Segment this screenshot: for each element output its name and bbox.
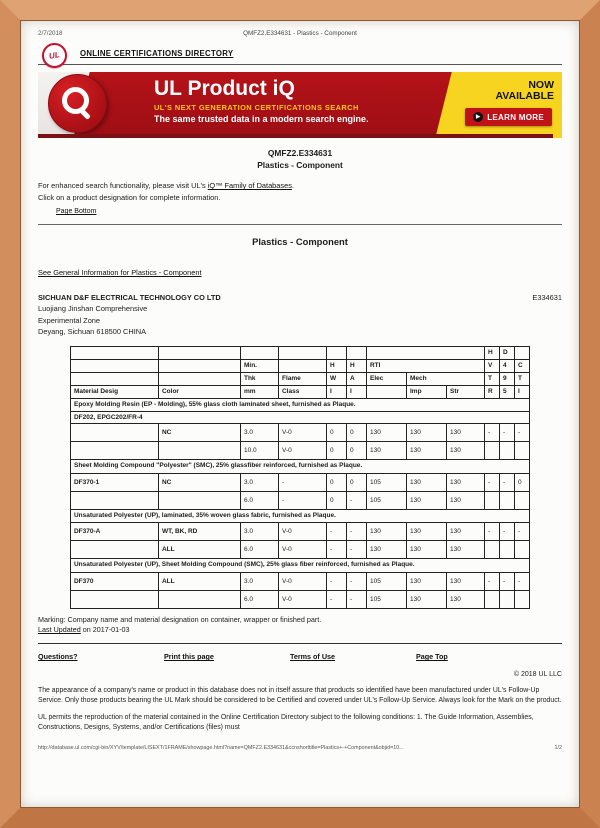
questions-link[interactable]: Questions? (38, 652, 78, 662)
header-cell: Color (158, 385, 240, 398)
data-cell (70, 590, 158, 608)
data-cell: - (346, 491, 366, 509)
table-row (70, 572, 529, 590)
page-indicator: 1/2 (554, 744, 562, 751)
legal-paragraph-2: UL permits the reproduction of the material contained in the Online Certification Directory subject to the following conditions: 1. The Guide Information, Assemblies, Constructions, Designs, Systems, and/or Certifications (files) must (38, 714, 534, 732)
data-cell: - (485, 523, 500, 541)
data-cell: 6.0 (240, 541, 278, 559)
learn-more-button[interactable]: ▶ LEARN MORE (465, 108, 552, 126)
header-cell: Mech (406, 372, 484, 385)
now-available-label: NOW AVAILABLE (495, 79, 554, 103)
header-cell: 4 (500, 359, 515, 372)
data-cell (500, 442, 515, 460)
ocd-header (38, 49, 562, 65)
marking-note: Marking: Company name and material designation on container, wrapper or finished part. Last Updated on 2017-01-03 (38, 614, 322, 635)
print-date: 2/7/2018 (38, 30, 63, 37)
section-description: Unsaturated Polyester (UP), laminated, 35% woven glass fabric, furnished as Plaque. (70, 509, 529, 522)
data-cell: 130 (406, 473, 446, 491)
header-cell: Imp (406, 385, 446, 398)
data-cell (485, 590, 500, 608)
header-cell: I (515, 385, 530, 398)
header-cell: D (500, 346, 515, 359)
header-cell: Flame (278, 372, 326, 385)
data-cell (158, 442, 240, 460)
page-bottom-link[interactable]: Page Bottom (56, 208, 97, 216)
ul-product-iq-banner[interactable] (38, 72, 562, 134)
print-title: QMFZ2.E334631 - Plastics - Component (243, 30, 357, 37)
header-cell (70, 372, 158, 385)
data-cell: 105 (366, 590, 406, 608)
data-cell (158, 590, 240, 608)
footer-links (38, 652, 562, 661)
header-cell (158, 359, 240, 372)
data-cell (485, 491, 500, 509)
data-cell: 130 (446, 523, 484, 541)
header-cell (346, 346, 366, 359)
header-cell: Material Desig (70, 385, 158, 398)
company-address-line: Luojiang Jinshan Comprehensive (38, 304, 148, 314)
data-cell: 3.0 (240, 473, 278, 491)
data-cell (515, 541, 530, 559)
data-cell: 105 (366, 491, 406, 509)
data-cell: - (500, 424, 515, 442)
header-cell: C (515, 359, 530, 372)
data-cell: - (326, 590, 346, 608)
header-cell: H (346, 359, 366, 372)
header-cell: I (326, 385, 346, 398)
data-cell: 3.0 (240, 523, 278, 541)
data-cell: - (485, 572, 500, 590)
header-cell: 5 (500, 385, 515, 398)
header-cell (70, 359, 158, 372)
table-row (70, 424, 529, 442)
data-cell: - (346, 523, 366, 541)
data-cell: 130 (406, 424, 446, 442)
data-cell: - (485, 473, 500, 491)
print-footer-url: http://database.ul.com/cgi-bin/XYV/template/LISEXT/1FRAME/showpage.html?name=QMFZ2.E334631&ccnshorttitle=Plastics+-+Component&objid=10... (38, 744, 404, 751)
section-description: Unsaturated Polyester (UP), Sheet Molding Compound (SMC), 25% glass fiber reinforced, furnished as Plaque. (70, 559, 529, 572)
header-cell (158, 372, 240, 385)
table-row (70, 541, 529, 559)
data-cell: 130 (446, 473, 484, 491)
data-cell: 130 (366, 523, 406, 541)
company-name: SICHUAN D&F ELECTRICAL TECHNOLOGY CO LTD (38, 293, 221, 303)
table-row (70, 442, 529, 460)
data-cell: WT, BK, RD (158, 523, 240, 541)
data-cell: 0 (515, 473, 530, 491)
header-cell: I (346, 385, 366, 398)
header-cell: Str (446, 385, 484, 398)
data-cell (70, 541, 158, 559)
page-top-link[interactable]: Page Top (416, 652, 448, 662)
data-cell: 130 (406, 523, 446, 541)
ratings-table (70, 346, 530, 609)
data-cell: V-0 (278, 541, 326, 559)
header-cell: V (485, 359, 500, 372)
online-certifications-directory-link[interactable]: ONLINE CERTIFICATIONS DIRECTORY (80, 49, 234, 58)
header-cell (70, 346, 158, 359)
data-cell: 130 (446, 590, 484, 608)
data-cell: 105 (366, 572, 406, 590)
search-icon (48, 74, 107, 133)
data-cell: 130 (406, 572, 446, 590)
last-updated-link[interactable]: Last Updated (38, 625, 81, 635)
ccn-title: Plastics - Component (257, 160, 343, 171)
data-cell: V-0 (278, 442, 326, 460)
data-cell (515, 442, 530, 460)
print-header (38, 30, 562, 37)
header-cell: 9 (500, 372, 515, 385)
table-row (70, 473, 529, 491)
header-cell (366, 385, 406, 398)
data-cell (485, 442, 500, 460)
header-cell (515, 346, 530, 359)
product-designation-link[interactable]: DF370-1 (70, 473, 158, 491)
data-cell: 0 (326, 473, 346, 491)
iq-family-link[interactable]: iQ™ Family of Databases (207, 181, 292, 191)
banner-title: UL Product iQ (154, 77, 295, 100)
data-cell: 0 (346, 442, 366, 460)
data-cell: - (346, 572, 366, 590)
data-cell: ALL (158, 572, 240, 590)
header-cell: R (485, 385, 500, 398)
legal-paragraph-1: The appearance of a company's name or product in this database does not in itself assure that products so identified have been manufactured under UL's Follow-Up Service. Only those products bearing the UL Mark should be considered to be Certified and covered under UL's Follow-Up Service. Always look for the Mark on the product. (38, 687, 562, 704)
table-header-row (70, 385, 529, 398)
header-cell: T (515, 372, 530, 385)
data-cell: 3.0 (240, 424, 278, 442)
data-cell: 6.0 (240, 491, 278, 509)
data-cell: V-0 (278, 590, 326, 608)
table-row (70, 523, 529, 541)
data-cell (70, 424, 158, 442)
header-cell (278, 346, 326, 359)
header-cell: Class (278, 385, 326, 398)
table-header-row (70, 359, 529, 372)
print-footer (38, 745, 562, 751)
ul-logo-icon: UL (42, 43, 67, 68)
section-description: Epoxy Molding Resin (EP - Molding), 55% glass cloth laminated sheet, furnished as Plaque. (70, 398, 529, 411)
data-cell: 130 (366, 442, 406, 460)
data-cell: - (326, 572, 346, 590)
data-cell: - (326, 541, 346, 559)
table-header-row (70, 372, 529, 385)
table-row (70, 491, 529, 509)
data-cell: 130 (446, 491, 484, 509)
intro-paragraph: For enhanced search functionality, please visit UL's iQ™ Family of Databases. Click on a product designation for complete information. (38, 181, 294, 202)
section-description: Sheet Molding Compound "Polyester" (SMC), 25% glassfiber reinforced, furnished as Plaque. (70, 460, 529, 473)
data-cell: 130 (366, 541, 406, 559)
data-cell: 130 (406, 491, 446, 509)
data-cell: - (346, 590, 366, 608)
data-cell: 130 (406, 590, 446, 608)
data-cell: NC (158, 424, 240, 442)
table-row (70, 590, 529, 608)
page (20, 20, 580, 808)
data-cell: - (485, 424, 500, 442)
data-cell: 130 (366, 424, 406, 442)
section-row (70, 559, 529, 572)
data-cell: - (500, 523, 515, 541)
divider (38, 224, 562, 225)
data-cell: - (278, 491, 326, 509)
data-cell: 0 (326, 442, 346, 460)
data-cell: 130 (446, 541, 484, 559)
data-cell (70, 442, 158, 460)
terms-of-use-link[interactable]: Terms of Use (290, 652, 336, 662)
data-cell: - (515, 572, 530, 590)
header-cell: T (485, 372, 500, 385)
header-cell: A (346, 372, 366, 385)
product-designation-link[interactable]: DF202, EPGC202/FR-4 (70, 412, 529, 424)
data-cell: 10.0 (240, 442, 278, 460)
data-cell: - (278, 473, 326, 491)
print-this-page-link[interactable]: Print this page (164, 652, 214, 662)
data-cell: 6.0 (240, 590, 278, 608)
divider (38, 643, 562, 644)
table-header-row (70, 346, 529, 359)
data-cell (515, 491, 530, 509)
banner-subtitle: UL'S NEXT GENERATION CERTIFICATIONS SEARCH (154, 103, 359, 112)
header-cell (366, 346, 484, 359)
header-cell: H (485, 346, 500, 359)
header-cell (240, 346, 278, 359)
header-cell (158, 346, 240, 359)
data-cell: 105 (366, 473, 406, 491)
data-cell: 0 (326, 491, 346, 509)
data-cell: 130 (446, 424, 484, 442)
data-cell: - (500, 473, 515, 491)
company-address-line: Experimental Zone (38, 315, 101, 325)
data-cell: - (346, 541, 366, 559)
header-cell: H (326, 359, 346, 372)
data-cell: NC (158, 473, 240, 491)
section-row (70, 509, 529, 522)
data-cell: V-0 (278, 572, 326, 590)
header-cell: Min. (240, 359, 278, 372)
general-information-link[interactable]: See General Information for Plastics - Component (38, 268, 202, 278)
header-cell: Elec (366, 372, 406, 385)
data-cell (158, 491, 240, 509)
data-cell: V-0 (278, 523, 326, 541)
data-cell: ALL (158, 541, 240, 559)
header-cell: W (326, 372, 346, 385)
banner-tagline: The same trusted data in a modern search engine. (154, 114, 369, 124)
product-designation-link[interactable]: DF370-A (70, 523, 158, 541)
document-heading (38, 147, 562, 171)
header-cell: mm (240, 385, 278, 398)
data-cell: 0 (346, 473, 366, 491)
data-cell: 0 (326, 424, 346, 442)
company-address-line: Deyang, Sichuan 618500 CHINA (38, 326, 147, 336)
data-cell (485, 541, 500, 559)
data-cell: - (326, 523, 346, 541)
data-cell (515, 590, 530, 608)
data-cell: 130 (446, 442, 484, 460)
company-block (38, 292, 562, 336)
data-cell: 130 (406, 541, 446, 559)
designation-row (70, 412, 529, 424)
data-cell: - (515, 424, 530, 442)
play-icon: ▶ (473, 112, 483, 122)
data-cell: - (515, 523, 530, 541)
header-cell (326, 346, 346, 359)
data-cell: 130 (446, 572, 484, 590)
ccn-file-number: QMFZ2.E334631 (267, 148, 333, 158)
copyright-notice: © 2018 UL LLC (513, 671, 562, 679)
header-cell: RTI (366, 359, 484, 372)
header-cell: Thk (240, 372, 278, 385)
data-cell (500, 541, 515, 559)
data-cell: - (500, 572, 515, 590)
file-number: E334631 (532, 293, 562, 303)
section-title: Plastics - Component (252, 236, 348, 248)
data-cell (500, 590, 515, 608)
data-cell: 130 (406, 442, 446, 460)
section-row (70, 460, 529, 473)
data-cell (500, 491, 515, 509)
banner-bottom-bar (38, 134, 562, 138)
data-cell: 3.0 (240, 572, 278, 590)
section-row (70, 398, 529, 411)
header-cell (278, 359, 326, 372)
data-cell: 0 (346, 424, 366, 442)
data-cell (70, 491, 158, 509)
data-cell: V-0 (278, 424, 326, 442)
product-designation-link[interactable]: DF370 (70, 572, 158, 590)
